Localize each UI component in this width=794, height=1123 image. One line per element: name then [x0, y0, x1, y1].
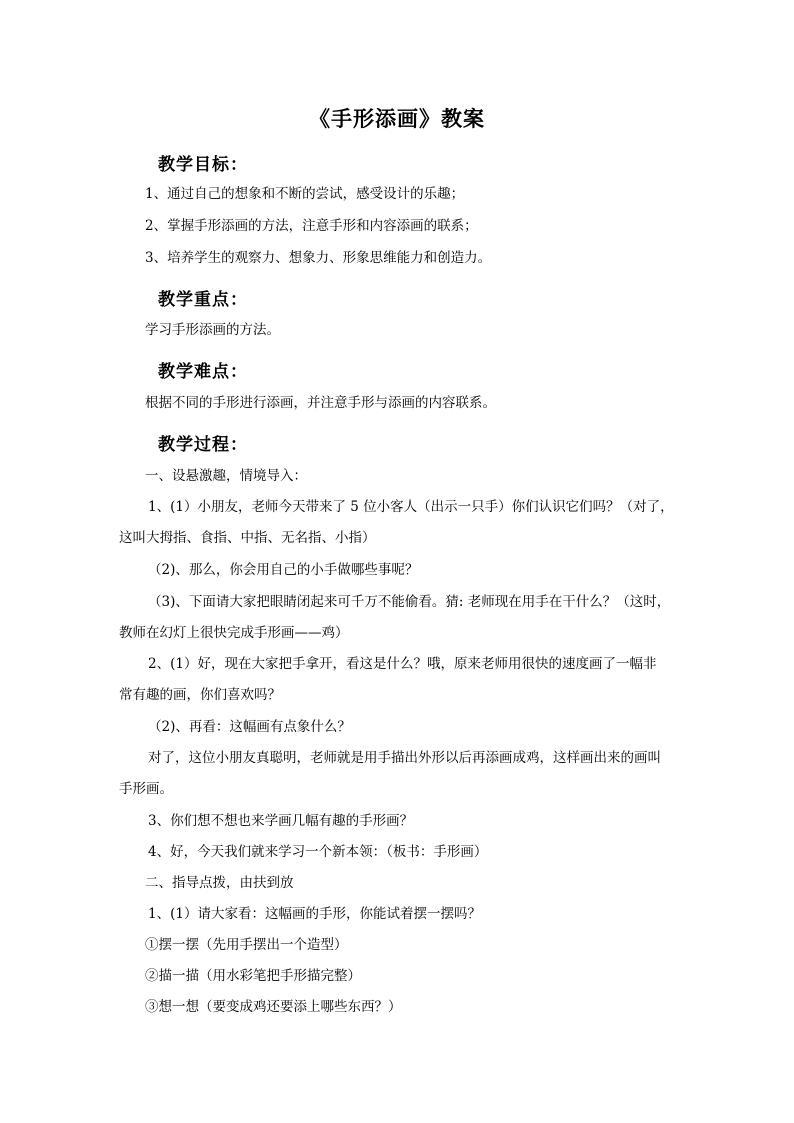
process-line: （2)、再看：这幅画有点象什么？ [148, 719, 351, 735]
process-line: 3、你们想不想也来学画几幅有趣的手形画？ [148, 813, 414, 829]
objective-item-1: 1、通过自己的想象和不断的尝试，感受设计的乐趣； [145, 186, 465, 202]
process-line: 对了，这位小朋友真聪明，老师就是用手描出外形以后再添画成鸡，这样画出来的画叫 [148, 750, 661, 766]
process-line: 2、(1）好，现在大家把手拿开，看这是什么？哦，原来老师用很快的速度画了一幅非 [148, 656, 657, 672]
process-line: 1、(1）请大家看：这幅画的手形，你能试着摆一摆吗？ [148, 906, 481, 922]
process-line: （2)、那么，你会用自己的小手做哪些事呢？ [148, 562, 419, 578]
page-title: 《手形添画》教案 [309, 106, 485, 131]
process-line: 4、好，今天我们就来学习一个新本领：（板书：手形画） [148, 844, 488, 860]
heading-process: 教学过程： [158, 435, 248, 455]
process-line: 教师在幻灯上很快完成手形画——鸡） [119, 625, 349, 641]
process-line: 一、设悬激趣，情境导入： [145, 468, 307, 484]
process-line: 常有趣的画，你们喜欢吗？ [119, 687, 281, 703]
heading-difficulties: 教学难点： [158, 362, 248, 382]
process-line: ③想一想（要变成鸡还要添上哪些东西？） [145, 999, 402, 1015]
heading-key-points: 教学重点： [158, 290, 248, 310]
difficulties-text: 根据不同的手形进行添画，并注意手形与添画的内容联系。 [145, 395, 496, 411]
key-points-text: 学习手形添画的方法。 [145, 322, 280, 338]
process-line: 手形画。 [119, 781, 173, 797]
process-line: ①摆一摆（先用手摆出一个造型） [145, 937, 348, 953]
process-line: ②描一描（用水彩笔把手形描完整） [145, 968, 361, 984]
process-line: 这叫大拇指、食指、中指、无名指、小指） [119, 530, 376, 546]
objective-item-2: 2、掌握手形添画的方法，注意手形和内容添画的联系； [145, 218, 478, 234]
process-line: 1、(1）小朋友，老师今天带来了 5 位小客人（出示一只手）你们认识它们吗？（对了， [148, 499, 674, 515]
objective-item-3: 3、培养学生的观察力、想象力、形象思维能力和创造力。 [145, 250, 492, 266]
process-line: 二、指导点拨，由扶到放 [145, 875, 294, 891]
process-line: （3)、下面请大家把眼睛闭起来可千万不能偷看。猜: 老师现在用手在干什么？（这时， [148, 594, 671, 610]
heading-objectives: 教学目标： [158, 155, 248, 175]
